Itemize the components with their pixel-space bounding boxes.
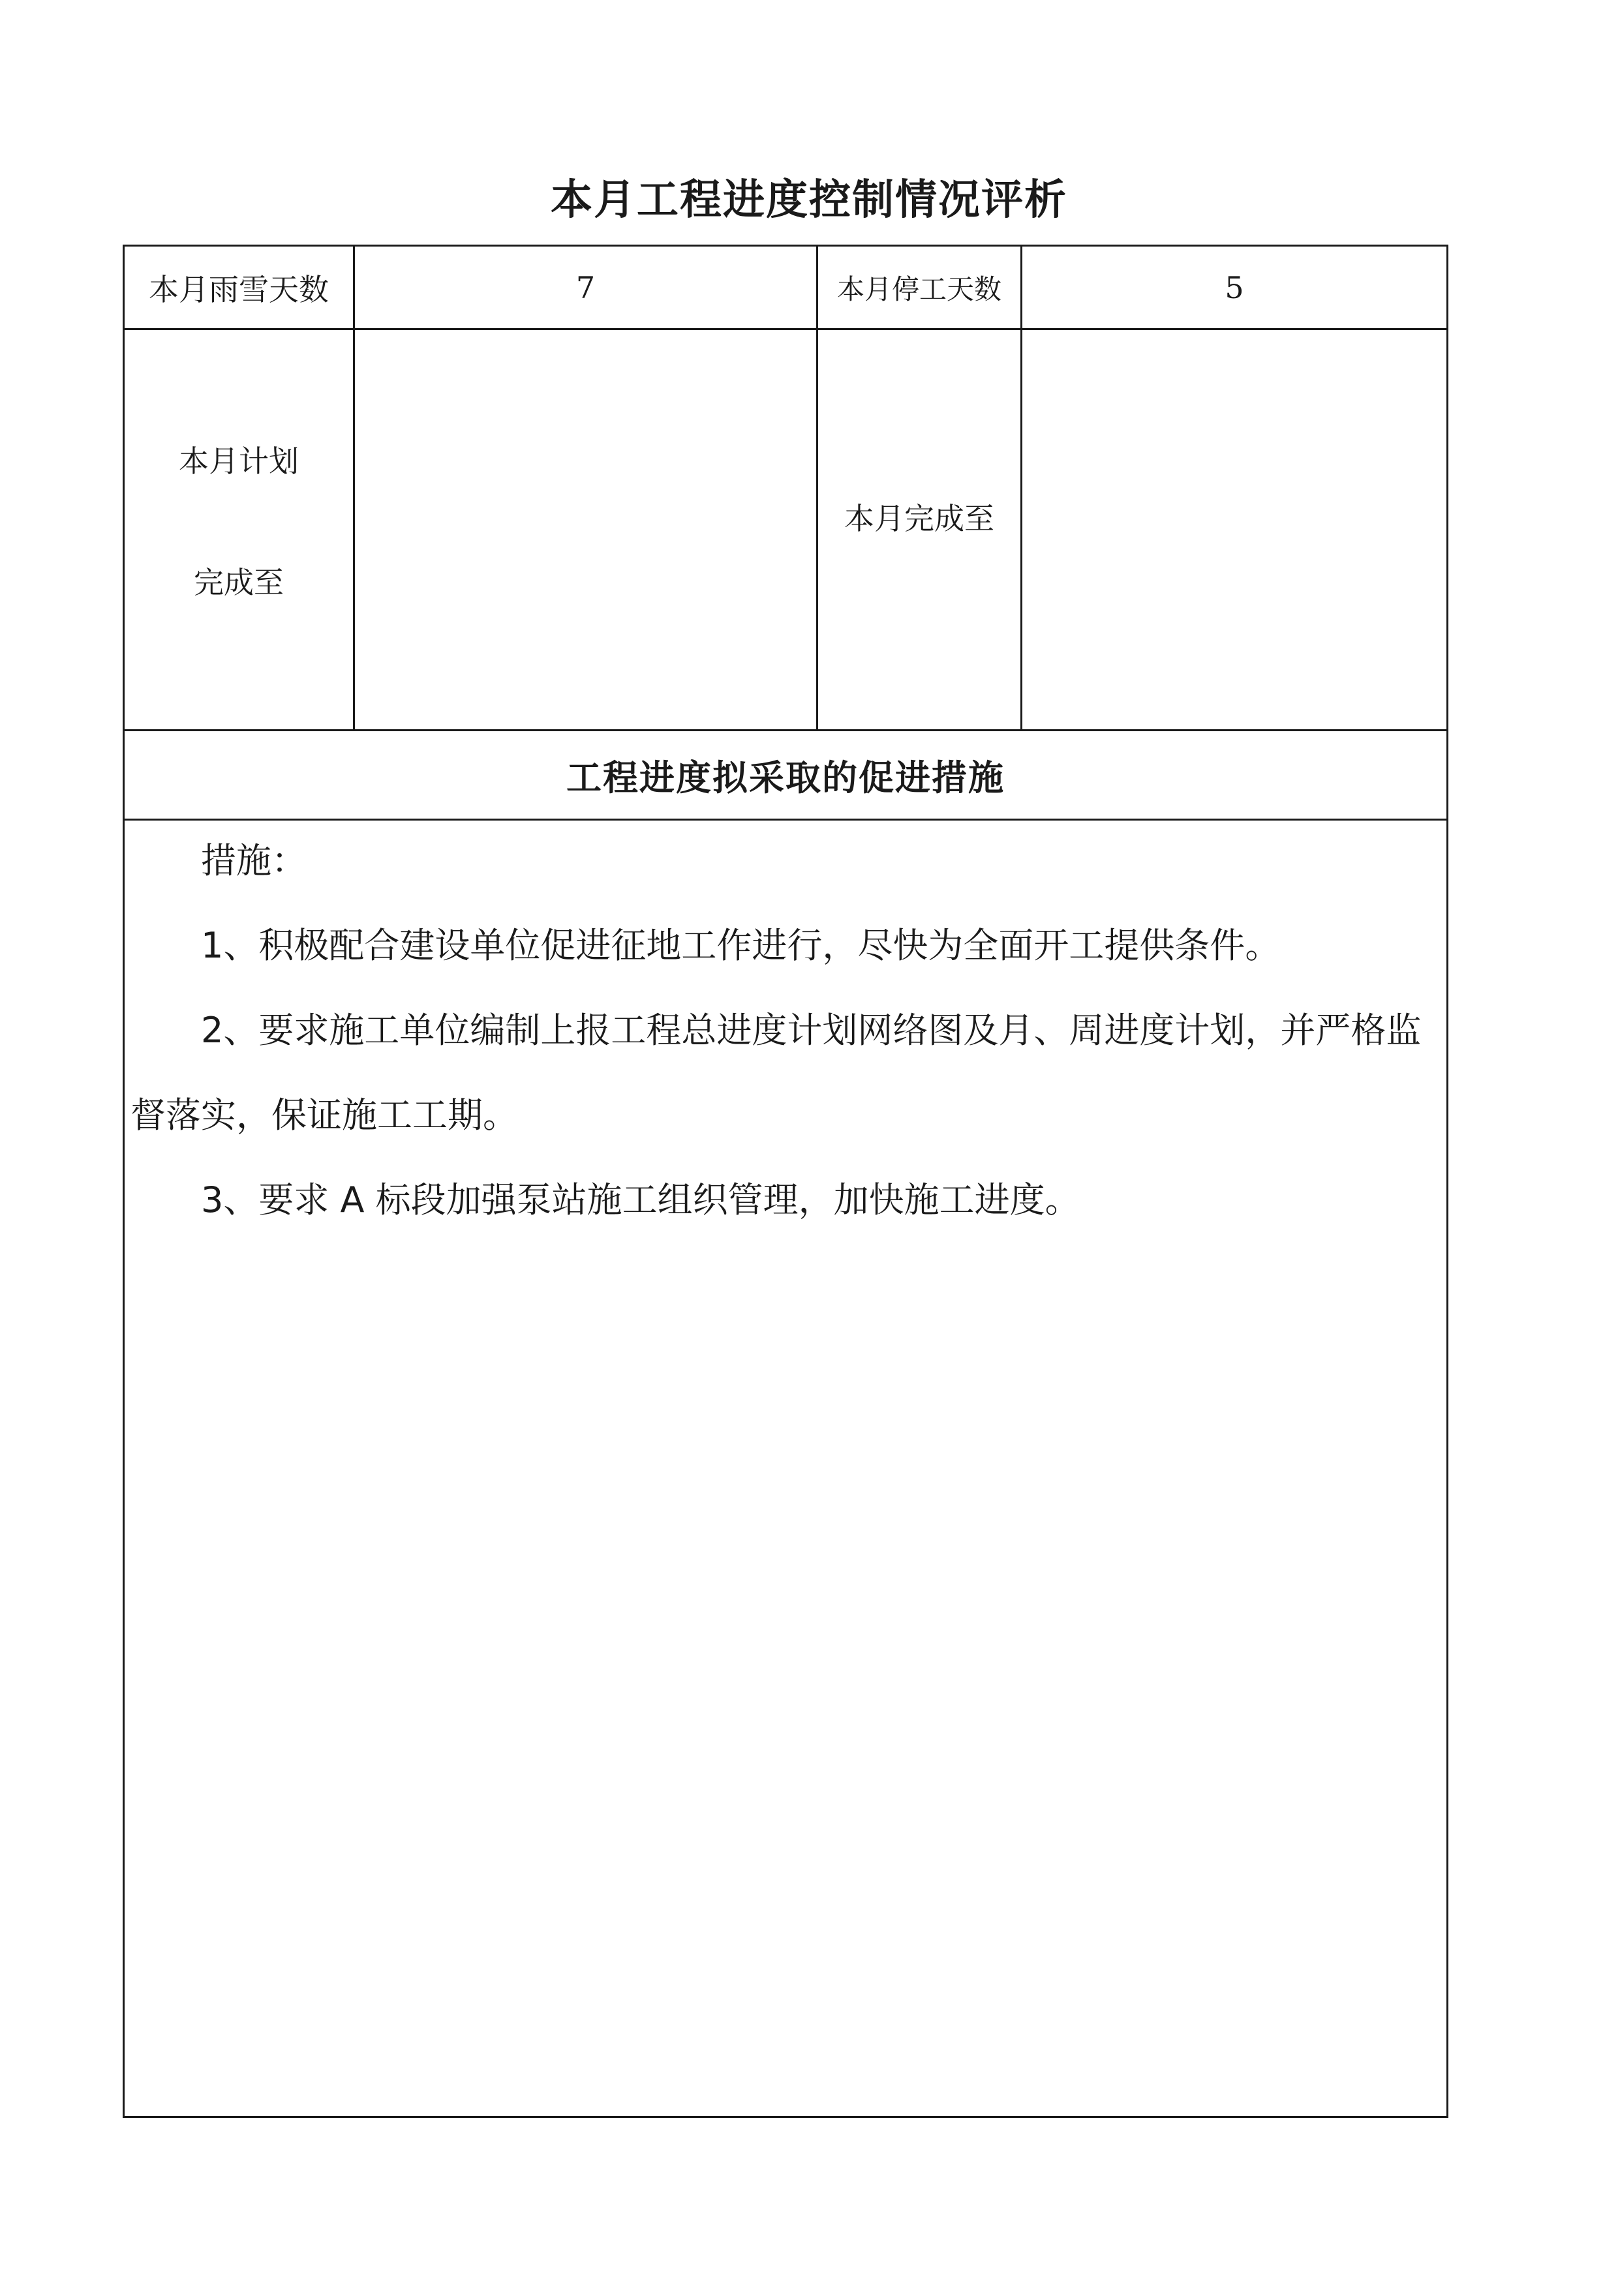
rain-snow-days-label: 本月雨雪天数 (149, 271, 329, 307)
planned-label-line2: 完成至 (194, 565, 284, 600)
planned-completion-value (355, 330, 816, 729)
stoppage-days-label: 本月停工天数 (836, 273, 1001, 305)
actual-completion-label: 本月完成至 (844, 501, 994, 536)
stoppage-days-value: 5 (1225, 269, 1244, 305)
measures-heading: 措施： (201, 840, 307, 881)
measure-item-2: 2、要求施工单位编制上报工程总进度计划网络图及月、周进度计划，并严格监督落实，保证施工工期。 (130, 1010, 1422, 1136)
planned-completion-label (125, 330, 353, 729)
actual-completion-value (1022, 330, 1446, 729)
rain-snow-days-value: 7 (575, 269, 596, 305)
page-title: 本月工程进度控制情况评析 (551, 176, 1067, 224)
planned-label-line1: 本月计划 (179, 444, 299, 479)
measure-item-3: 3、要求 A 标段加强泵站施工组织管理，加快施工进度。 (201, 1179, 1080, 1220)
measure-item-1: 1、积极配合建设单位促进征地工作进行，尽快为全面开工提供条件。 (201, 925, 1281, 966)
section-heading: 工程进度拟采取的促进措施 (566, 757, 1005, 798)
measures-block (123, 819, 1448, 1243)
